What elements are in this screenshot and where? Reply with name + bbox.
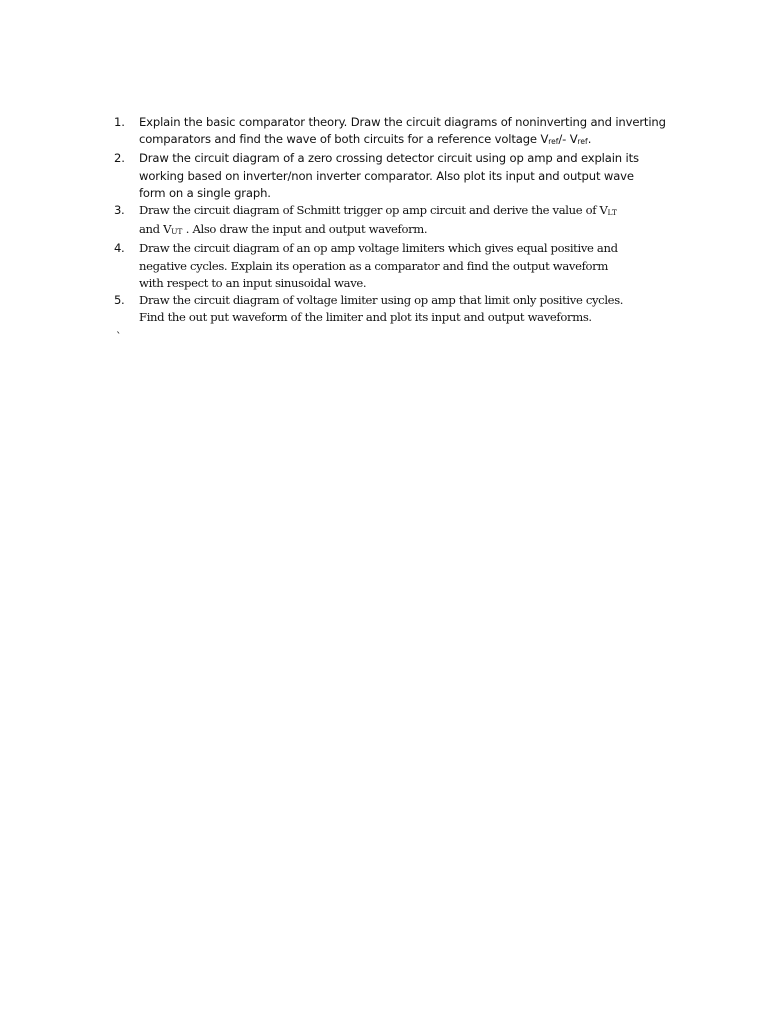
question-text-line: comparators and find the wave of both circuits for a reference voltage Vref/- Vref.	[139, 132, 592, 147]
question-item-2	[114, 150, 674, 202]
vref-symbol: V	[540, 132, 549, 147]
question-text-line: Draw the circuit diagram of voltage limiter using op amp that limit only positive cycles.	[139, 293, 624, 308]
question-text-line: working based on inverter/non inverter comparator. Also plot its input and output wave	[139, 168, 634, 183]
question-number: 4.	[114, 241, 125, 256]
question-item-3	[114, 202, 674, 240]
question-text-line: Draw the circuit diagram of an op amp voltage limiters which gives equal positive and	[139, 241, 618, 256]
vlt-subscript: LT	[607, 208, 617, 218]
question-text-line: form on a single graph.	[139, 185, 271, 200]
vut-subscript: UT	[171, 227, 183, 237]
question-item-1	[114, 114, 674, 150]
question-text-line: with respect to an input sinusoidal wave.	[139, 275, 367, 290]
question-text-line: Draw the circuit diagram of a zero crossing detector circuit using op amp and explain its	[139, 151, 639, 166]
stray-mark: `	[116, 330, 122, 343]
question-number: 2.	[114, 151, 125, 166]
question-list	[114, 114, 674, 326]
question-text-line: Draw the circuit diagram of Schmitt trigger op amp circuit and derive the value of VLT	[139, 203, 617, 218]
question-text-line: Find the out put waveform of the limiter and plot its input and output waveforms.	[139, 310, 592, 325]
question-number: 1.	[114, 115, 125, 129]
question-text-line: negative cycles. Explain its operation as a comparator and find the output waveform	[139, 258, 609, 273]
question-item-4	[114, 240, 674, 292]
vref-subscript: ref	[577, 137, 588, 147]
vref-separator: /- V	[558, 132, 578, 147]
question-item-5	[114, 292, 674, 326]
question-text-line: and VUT . Also draw the input and output waveform.	[139, 222, 428, 237]
vref-end: .	[587, 132, 592, 147]
vref-subscript: ref	[548, 137, 559, 147]
question-text-line: Explain the basic comparator theory. Draw the circuit diagrams of noninverting and inverting	[139, 115, 666, 129]
question-number: 3.	[114, 203, 125, 218]
question-number: 5.	[114, 293, 125, 308]
